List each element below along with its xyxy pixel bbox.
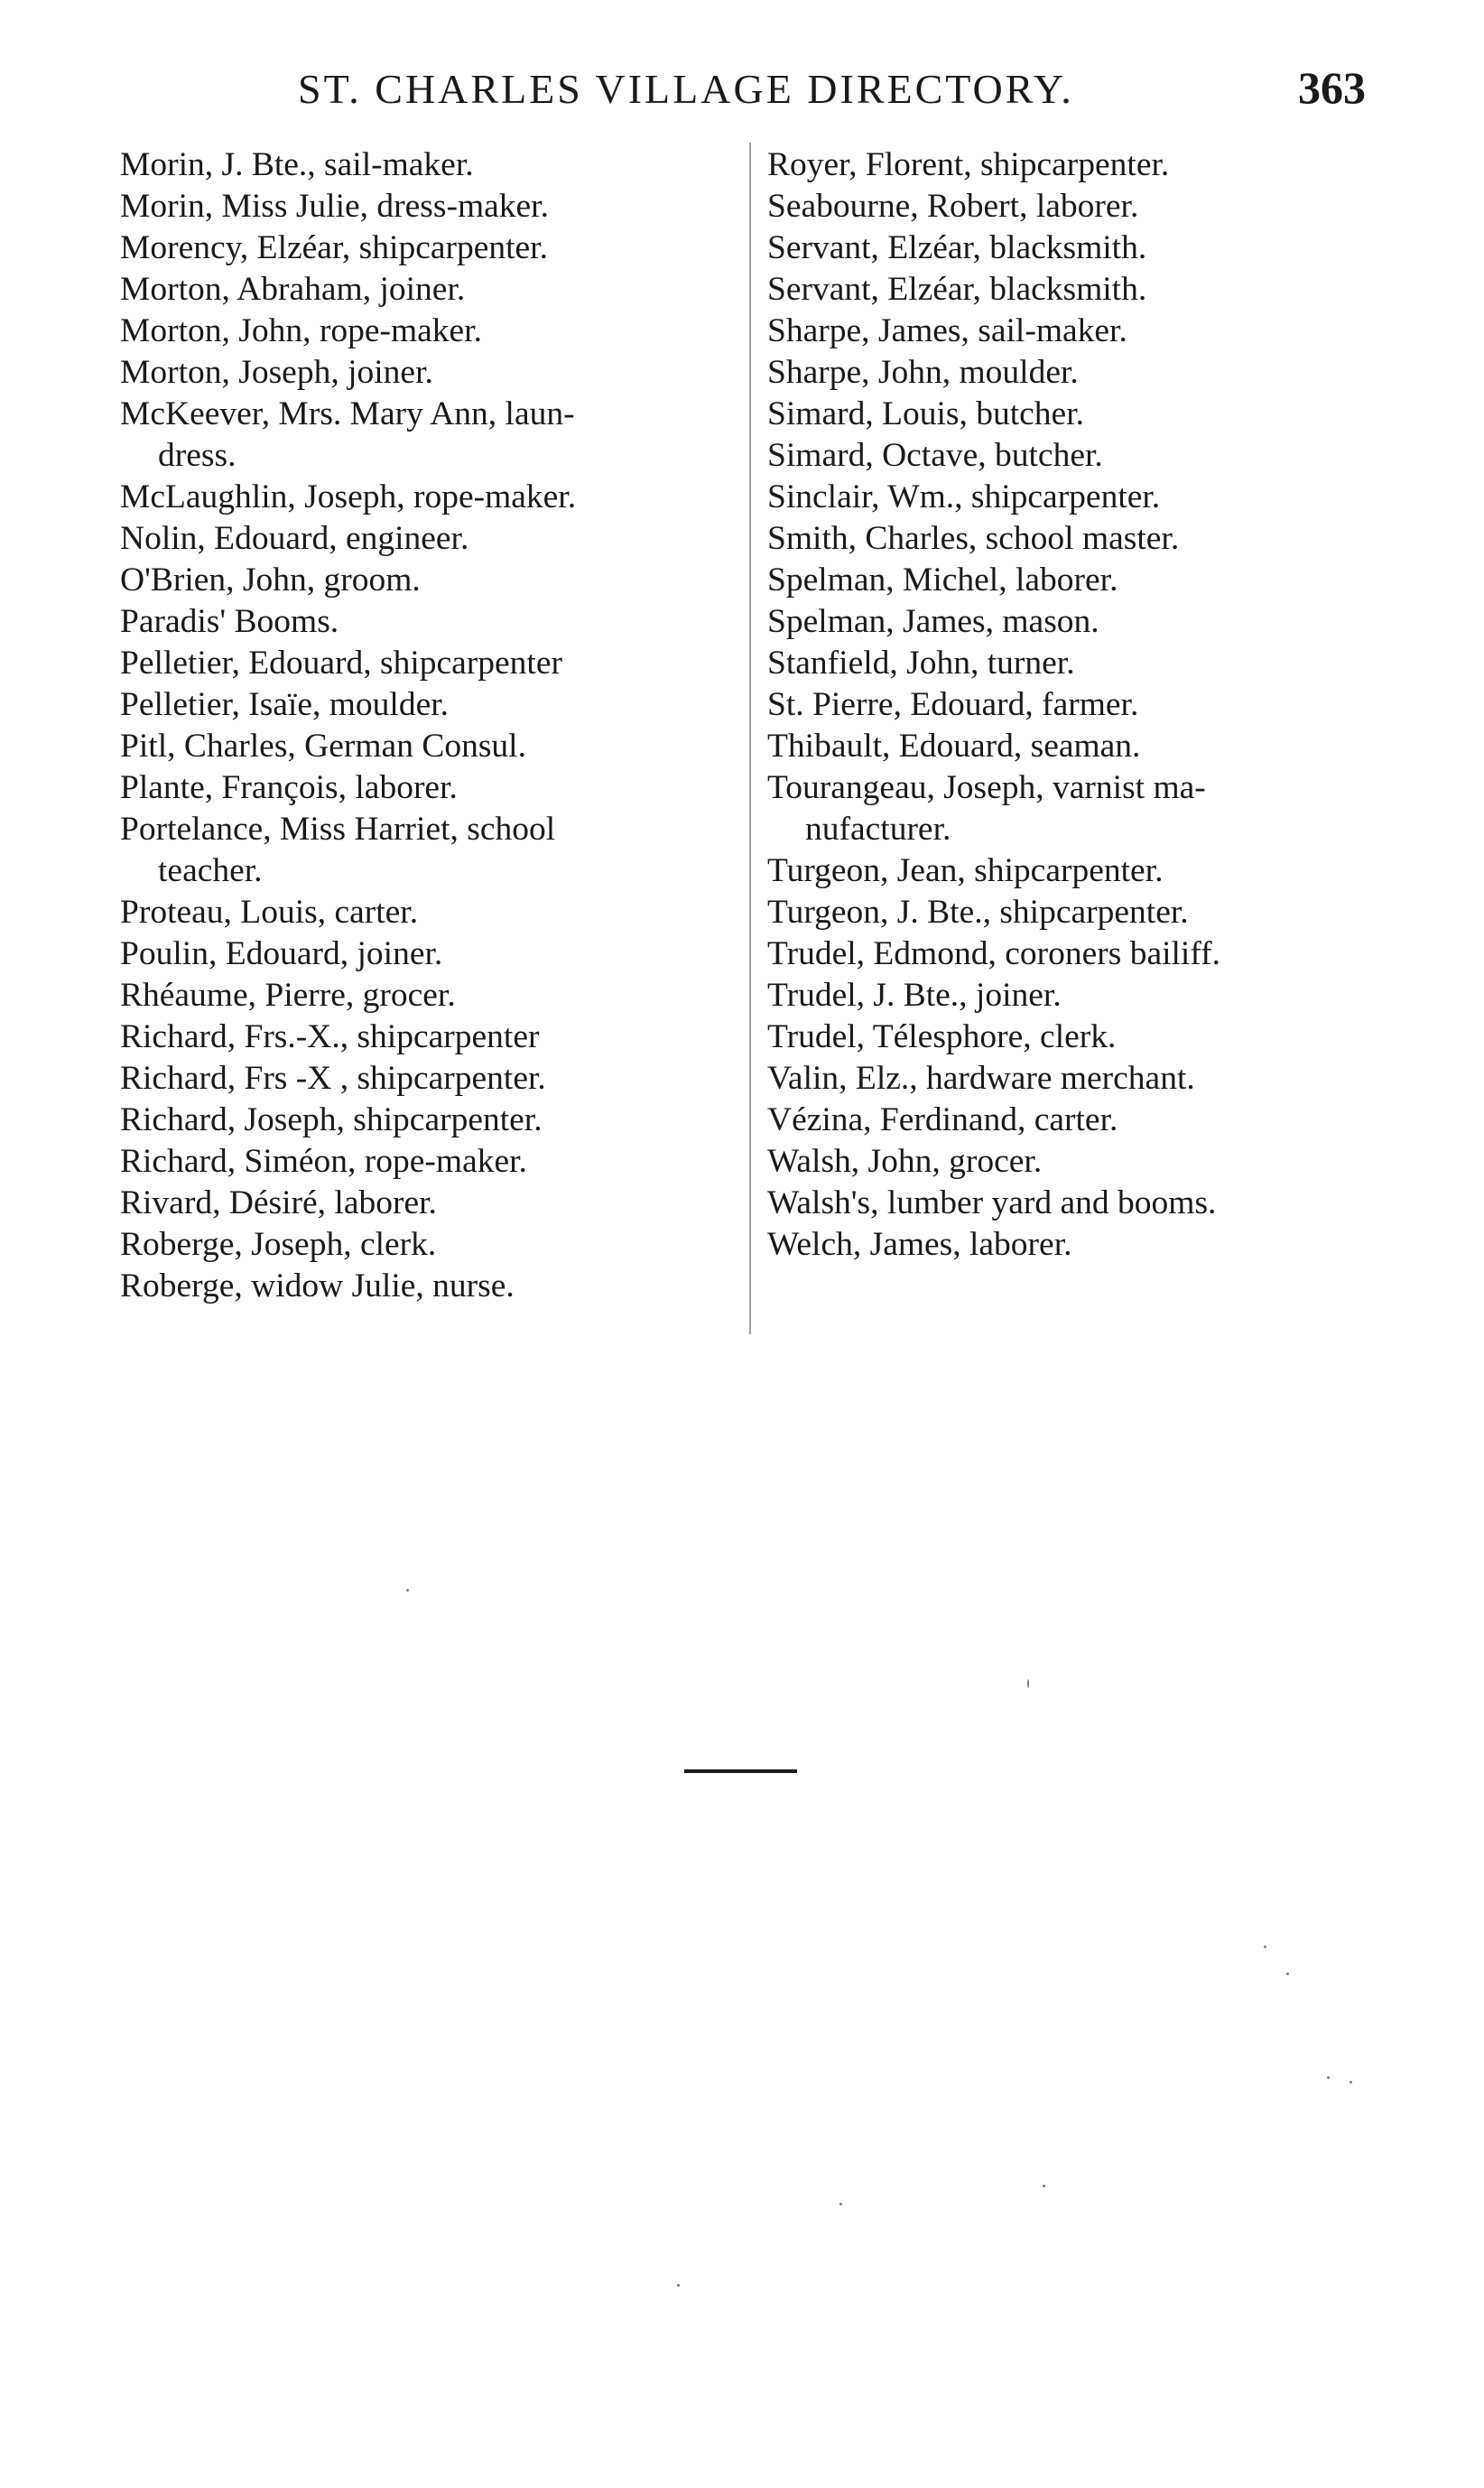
directory-entry: Morin, J. Bte., sail-maker. <box>120 146 474 183</box>
directory-entry: Welch, James, laborer. <box>767 1226 1072 1263</box>
directory-entry: Trudel, J. Bte., joiner. <box>767 977 1062 1014</box>
left-column <box>120 144 734 1307</box>
directory-entry: Paradis' Booms. <box>120 603 339 640</box>
directory-entry: Portelance, Miss Harriet, school <box>120 811 556 848</box>
directory-entry: Simard, Octave, butcher. <box>767 437 1103 474</box>
directory-entry: Servant, Elzéar, blacksmith. <box>767 271 1147 308</box>
directory-entry: Pelletier, Edouard, shipcarpenter <box>120 645 562 682</box>
directory-entry: Walsh, John, grocer. <box>767 1143 1043 1180</box>
directory-entry: Trudel, Edmond, coroners bailiff. <box>767 935 1221 972</box>
directory-entry-continuation: dress. <box>158 437 237 474</box>
end-rule <box>684 1769 797 1773</box>
directory-entry: Pelletier, Isaïe, moulder. <box>120 686 450 723</box>
directory-entry: Trudel, Télesphore, clerk. <box>767 1018 1117 1055</box>
directory-entry-continuation: nufacturer. <box>805 811 951 848</box>
directory-entry: Proteau, Louis, carter. <box>120 894 419 931</box>
directory-entry: Vézina, Ferdinand, carter. <box>767 1101 1118 1138</box>
directory-entry: Royer, Florent, shipcarpenter. <box>767 146 1170 183</box>
directory-entry: Richard, Joseph, shipcarpenter. <box>120 1101 543 1138</box>
directory-entry: Plante, François, laborer. <box>120 769 458 806</box>
directory-entry: Turgeon, J. Bte., shipcarpenter. <box>767 894 1189 931</box>
directory-entry: Simard, Louis, butcher. <box>767 395 1084 432</box>
directory-entry: St. Pierre, Edouard, farmer. <box>767 686 1139 723</box>
directory-entry: Richard, Frs -X , shipcarpenter. <box>120 1060 546 1097</box>
paper-speck <box>406 1589 409 1592</box>
paper-speck <box>1350 2081 1352 2084</box>
directory-entry: Sharpe, John, moulder. <box>767 354 1079 391</box>
page-number: 363 <box>1298 62 1366 113</box>
directory-entry: Rhéaume, Pierre, grocer. <box>120 977 456 1014</box>
paper-speck <box>1027 1679 1029 1688</box>
directory-entry: Nolin, Edouard, engineer. <box>120 520 469 557</box>
directory-entry: Stanfield, John, turner. <box>767 645 1075 682</box>
paper-speck <box>1264 1945 1266 1948</box>
directory-entry: Servant, Elzéar, blacksmith. <box>767 229 1147 266</box>
directory-entry: Morton, Abraham, joiner. <box>120 271 466 308</box>
directory-entry: McLaughlin, Joseph, rope-maker. <box>120 478 577 515</box>
paper-speck <box>677 2284 680 2287</box>
directory-entry: Seabourne, Robert, laborer. <box>767 188 1139 225</box>
directory-entry: Smith, Charles, school master. <box>767 520 1180 557</box>
directory-entry: Morton, John, rope-maker. <box>120 312 482 349</box>
directory-entry: Sinclair, Wm., shipcarpenter. <box>767 478 1161 515</box>
right-column <box>767 144 1381 1266</box>
directory-entry: Roberge, Joseph, clerk. <box>120 1226 437 1263</box>
directory-entry: Rivard, Désiré, laborer. <box>120 1184 437 1221</box>
directory-entry: Roberge, widow Julie, nurse. <box>120 1267 515 1304</box>
directory-entry: Tourangeau, Joseph, varnist ma- <box>767 769 1206 806</box>
directory-entry: Walsh's, lumber yard and booms. <box>767 1184 1217 1221</box>
running-title: ST. CHARLES VILLAGE DIRECTORY. <box>298 66 1074 112</box>
paper-speck <box>1327 2076 1330 2079</box>
directory-entry: Morton, Joseph, joiner. <box>120 354 433 391</box>
directory-entry: Spelman, James, mason. <box>767 603 1099 640</box>
directory-entry: O'Brien, John, groom. <box>120 562 421 599</box>
paper-speck <box>1286 1973 1289 1975</box>
paper-speck <box>839 2203 842 2205</box>
directory-entry: Pitl, Charles, German Consul. <box>120 728 526 765</box>
directory-entry: Richard, Frs.-X., shipcarpenter <box>120 1018 540 1055</box>
column-divider <box>749 143 752 1334</box>
directory-entry: McKeever, Mrs. Mary Ann, laun- <box>120 395 575 432</box>
directory-entry: Thibault, Edouard, seaman. <box>767 728 1141 765</box>
directory-entry: Richard, Siméon, rope-maker. <box>120 1143 527 1180</box>
directory-entry: Morin, Miss Julie, dress-maker. <box>120 188 549 225</box>
directory-entry: Sharpe, James, sail-maker. <box>767 312 1127 349</box>
directory-entry: Morency, Elzéar, shipcarpenter. <box>120 229 548 266</box>
directory-entry: Valin, Elz., hardware merchant. <box>767 1060 1195 1097</box>
directory-entry: Spelman, Michel, laborer. <box>767 562 1118 599</box>
directory-entry: Poulin, Edouard, joiner. <box>120 935 443 972</box>
paper-speck <box>1043 2185 1045 2187</box>
directory-entry: Turgeon, Jean, shipcarpenter. <box>767 852 1164 889</box>
directory-entry-continuation: teacher. <box>158 852 263 889</box>
